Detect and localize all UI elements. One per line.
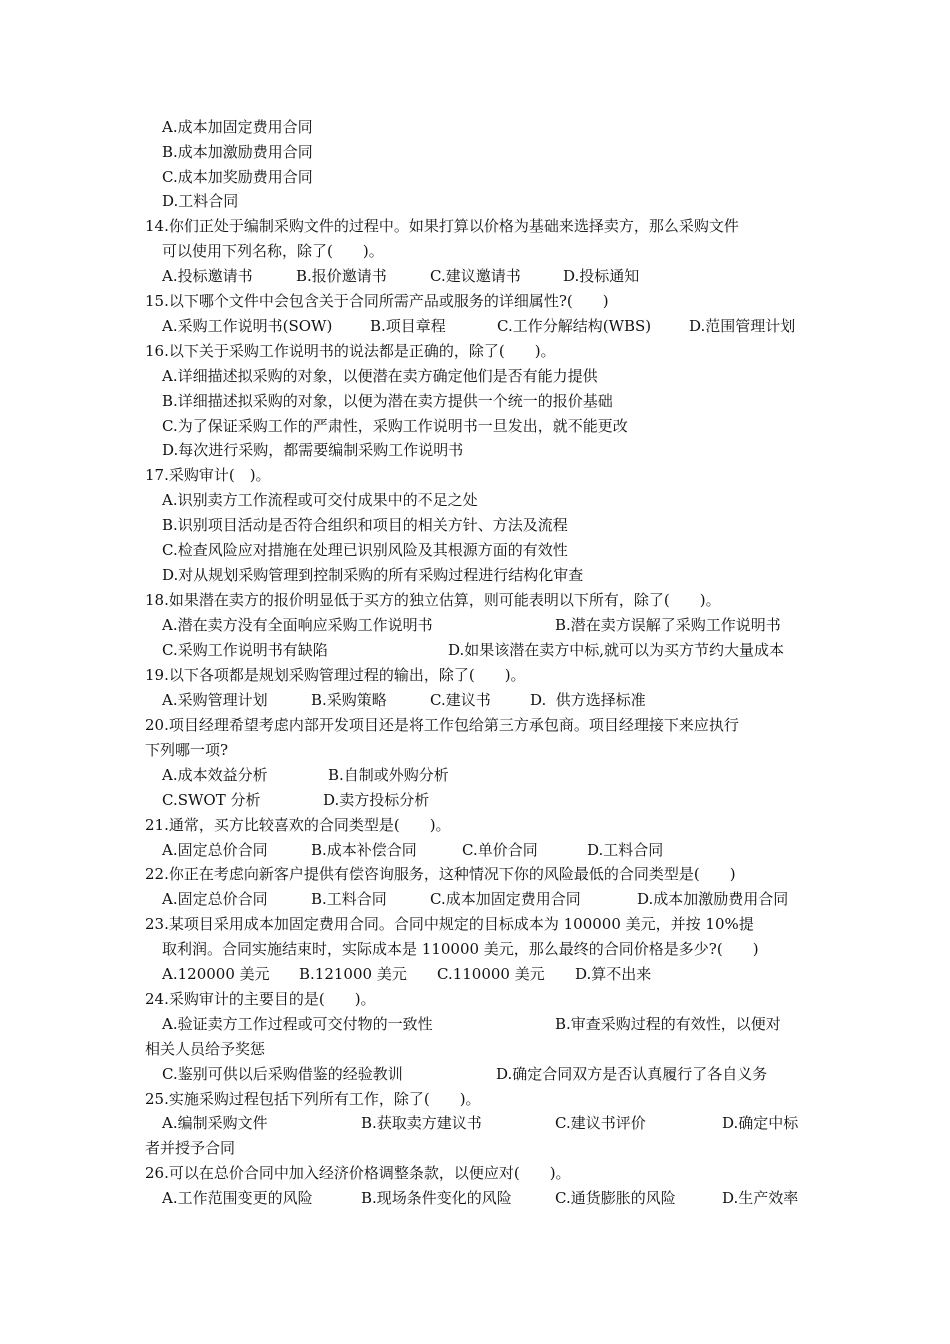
q25-option-a: A.编制采购文件: [162, 1114, 268, 1132]
q22-option-a: A.固定总价合同: [162, 890, 268, 908]
q16-option-a: A.详细描述拟采购的对象，以便潜在卖方确定他们是否有能力提供: [162, 367, 598, 385]
q18-stem: 18.如果潜在卖方的报价明显低于买方的独立估算，则可能表明以下所有，除了( )。: [145, 591, 721, 609]
q24-option-b-continued: 相关人员给予奖惩: [145, 1040, 266, 1058]
q17-option-a: A.识别卖方工作流程或可交付成果中的不足之处: [162, 491, 478, 509]
q25-option-c: C.建议书评价: [555, 1114, 646, 1132]
q25-option-d-continued: 者并授予合同: [145, 1139, 236, 1157]
q20-stem-line2: 下列哪一项?: [145, 741, 229, 759]
q23-option-b: B.121000 美元: [299, 965, 407, 983]
q26-option-a: A.工作范围变更的风险: [162, 1189, 313, 1207]
q16-option-d: D.每次进行采购，都需要编制采购工作说明书: [162, 441, 464, 459]
q15-option-b: B.项目章程: [370, 317, 446, 335]
q21-stem: 21.通常，买方比较喜欢的合同类型是( )。: [145, 816, 451, 834]
q21-option-b: B.成本补偿合同: [311, 841, 417, 859]
q25-stem: 25.实施采购过程包括下列所有工作，除了( )。: [145, 1090, 481, 1108]
q18-option-c: C.采购工作说明书有缺陷: [162, 641, 328, 659]
q21-option-a: A.固定总价合同: [162, 841, 268, 859]
q23-stem-line1: 23.某项目采用成本加固定费用合同。合同中规定的目标成本为 100000 美元，并按 10%提: [145, 915, 754, 933]
q24-option-b: B.审查采购过程的有效性，以便对: [555, 1015, 781, 1033]
q16-option-c: C.为了保证采购工作的严肃性，采购工作说明书一旦发出，就不能更改: [162, 417, 628, 435]
q25-option-b: B.获取卖方建议书: [361, 1114, 482, 1132]
q18-option-b: B.潜在卖方误解了采购工作说明书: [555, 616, 781, 634]
q14-stem-line2: 可以使用下列名称，除了( )。: [162, 242, 384, 260]
q22-stem: 22.你正在考虑向新客户提供有偿咨询服务，这种情况下你的风险最低的合同类型是( ): [145, 865, 736, 883]
q21-option-c: C.单价合同: [462, 841, 538, 859]
prev-option-c: C.成本加奖励费用合同: [162, 168, 313, 186]
q24-option-d: D.确定合同双方是否认真履行了各自义务: [496, 1065, 768, 1083]
prev-option-d: D.工料合同: [162, 192, 239, 210]
q26-option-c: C.通货膨胀的风险: [555, 1189, 676, 1207]
q22-option-b: B.工料合同: [311, 890, 387, 908]
q15-option-a: A.采购工作说明书(SOW): [162, 317, 333, 335]
q20-option-d: D.卖方投标分析: [323, 791, 430, 809]
q24-stem: 24.采购审计的主要目的是( )。: [145, 990, 376, 1008]
q26-stem: 26.可以在总价合同中加入经济价格调整条款，以便应对( )。: [145, 1164, 571, 1182]
q20-stem-line1: 20.项目经理希望考虑内部开发项目还是将工作包给第三方承包商。项目经理接下来应执行: [145, 716, 739, 734]
q17-option-b: B.识别项目活动是否符合组织和项目的相关方针、方法及流程: [162, 516, 568, 534]
q26-option-b: B.现场条件变化的风险: [361, 1189, 512, 1207]
q14-option-c: C.建议邀请书: [430, 267, 521, 285]
q15-stem: 15.以下哪个文件中会包含关于合同所需产品或服务的详细属性?( ): [145, 292, 609, 310]
q20-option-c: C.SWOT 分析: [162, 791, 261, 809]
q14-option-b: B.报价邀请书: [296, 267, 387, 285]
q18-option-d: D.如果该潜在卖方中标,就可以为买方节约大量成本: [448, 641, 785, 659]
q16-option-b: B.详细描述拟采购的对象，以便为潜在卖方提供一个统一的报价基础: [162, 392, 613, 410]
prev-option-b: B.成本加激励费用合同: [162, 143, 313, 161]
q19-option-d: D. 供方选择标准: [530, 691, 646, 709]
prev-option-a: A.成本加固定费用合同: [162, 118, 313, 136]
q19-stem: 19.以下各项都是规划采购管理过程的输出，除了( )。: [145, 666, 526, 684]
q16-stem: 16.以下关于采购工作说明书的说法都是正确的，除了( )。: [145, 342, 556, 360]
q14-option-a: A.投标邀请书: [162, 267, 253, 285]
q14-option-d: D.投标通知: [563, 267, 640, 285]
q23-option-d: D.算不出来: [575, 965, 652, 983]
q14-stem-line1: 14.你们正处于编制采购文件的过程中。如果打算以价格为基础来选择卖方，那么采购文件: [145, 217, 739, 235]
q21-option-d: D.工料合同: [587, 841, 664, 859]
q26-option-d: D.生产效率: [722, 1189, 799, 1207]
q17-option-c: C.检查风险应对措施在处理已识别风险及其根源方面的有效性: [162, 541, 568, 559]
q23-stem-line2: 取利润。合同实施结束时，实际成本是 110000 美元，那么最终的合同价格是多少?( ): [162, 940, 759, 958]
q25-option-d: D.确定中标: [722, 1114, 799, 1132]
q23-option-c: C.110000 美元: [437, 965, 545, 983]
q19-option-b: B.采购策略: [311, 691, 387, 709]
q20-option-b: B.自制或外购分析: [328, 766, 449, 784]
q15-option-c: C.工作分解结构(WBS): [497, 317, 652, 335]
q22-option-d: D.成本加激励费用合同: [637, 890, 789, 908]
q18-option-a: A.潜在卖方没有全面响应采购工作说明书: [162, 616, 433, 634]
q20-option-a: A.成本效益分析: [162, 766, 268, 784]
q23-option-a: A.120000 美元: [162, 965, 270, 983]
q17-stem: 17.采购审计( )。: [145, 466, 271, 484]
q19-option-c: C.建议书: [430, 691, 491, 709]
q19-option-a: A.采购管理计划: [162, 691, 268, 709]
q22-option-c: C.成本加固定费用合同: [430, 890, 581, 908]
q15-option-d: D.范围管理计划: [689, 317, 796, 335]
q17-option-d: D.对从规划采购管理到控制采购的所有采购过程进行结构化审查: [162, 566, 584, 584]
q24-option-c: C.鉴别可供以后采购借鉴的经验教训: [162, 1065, 403, 1083]
q24-option-a: A.验证卖方工作过程或可交付物的一致性: [162, 1015, 433, 1033]
